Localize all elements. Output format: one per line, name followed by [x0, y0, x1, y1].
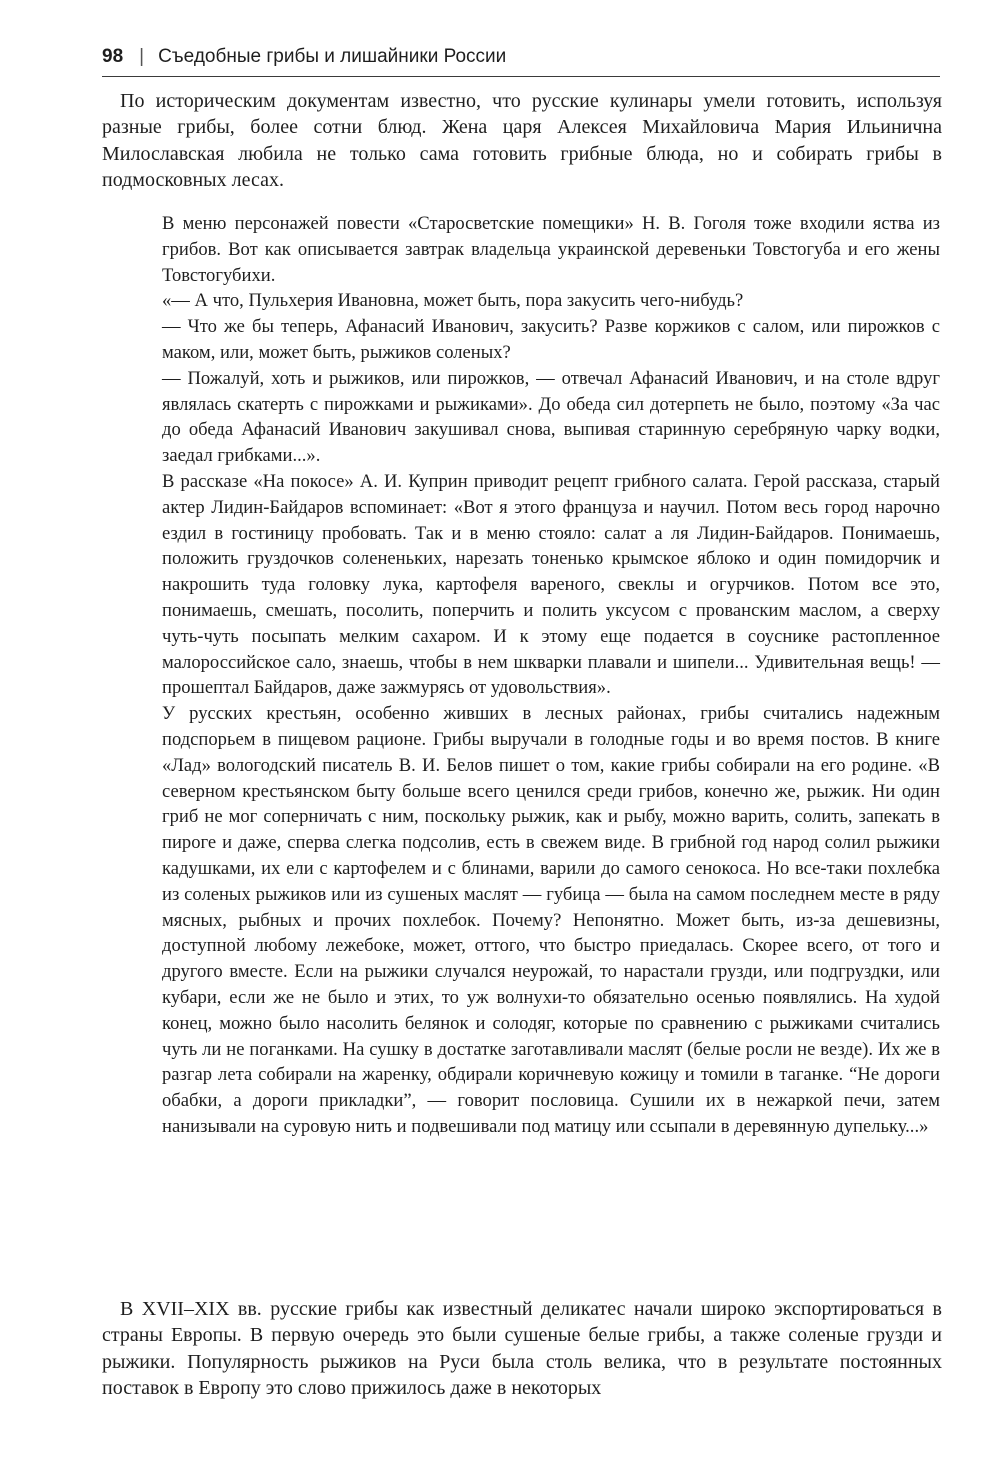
book-title: Съедобные грибы и лишайники России	[158, 46, 507, 67]
quote-paragraph-gogol-intro: В меню персонажей повести «Старосветские помещики» Н. В. Гоголя тоже входили яства из грибов. Вот как описывается завтрак владельца украинской деревеньки Товстогуба и его жены Товстогубихи.	[162, 213, 940, 286]
quote-dialogue-line: «— А что, Пульхерия Ивановна, может быть, пора закусить чего-нибудь?	[162, 290, 744, 312]
page-number: 98	[102, 46, 124, 67]
quote-paragraph-kuprin: В рассказе «На покосе» А. И. Куприн приводит рецепт грибного салата. Герой рассказа, старый актер Лидин-Байдаров вспоминает: «Вот я этого француза и научил. Потом весь город нарочно ездил в гостиницу пробовать. Так и в меню стояло: салат а ля Лидин-Байдаров. Понимаешь, положить груздочков солененьких, нарезать тоненько крымское яблоко и один помидорчик и накрошить туда головку лука, картофеля вареного, свеклы и огурчиков. Потом все это, понимаешь, смешать, посолить, поперчить и полить уксусом с прованским маслом, а сверху чуть-чуть посыпать мелким сахаром. И к этому еще подается в соуснике растопленное малороссийское сало, знаешь, чтобы в нем шкварки плавали и шипели... Удивительная вещь! — прошептал Байдаров, даже зажмурясь от удовольствия».	[162, 470, 940, 699]
quote-paragraph-belov: У русских крестьян, особенно живших в лесных районах, грибы считались надежным подспорьем в пищевом рационе. Грибы выручали в голодные годы и во время постов. В книге «Лад» вологодский писатель В. И. Белов пишет о том, какие грибы собирали на его родине. «В северном крестьянском быту больше всего ценился среди грибов, конечно же, рыжик. Ни один гриб не мог соперничать с ним, поскольку рыжик, как и рыбу, можно варить, солить, запекать в пироге и даже, сперва слегка подсолив, есть в свежем виде. В грибной год народ солил рыжики кадушками, их ели с картофелем и с блинами, варили до самого сенокоса. Но все-таки похлебка из соленых рыжиков или из сушеных маслят — губица — была на самом последнем месте в ряду мясных, рыбных и прочих похлебок. Почему? Непонятно. Может быть, из-за дешевизны, доступной любому лежебоке, может, оттого, что быстро приедалась. Скорее всего, от того и другого вместе. Если на рыжики случался неурожай, то нарастали грузди, или подгруздки, или кубари, если же не было и этих, то уж волнухи-то обязательно осенью появлялись. На худой конец, можно было насолить белянок и солодяг, которые по сравнению с рыжиками считались чуть ли не поганками. На сушку в достатке заготавливали маслят (белые росли не везде). Их же в разгар лета собирали на жаренку, обдирали коричневую кожицу и томили в таганке. “Не дороги обабки, а дороги прикладки”, — говорит пословица. Сушили их в нежаркой печи, затем нанизывали на суровую нить и подвешивали под матицу или ссыпали в деревянную дупельку...»	[162, 703, 940, 1137]
header-separator: |	[139, 46, 145, 67]
quote-dialogue-line: — Что же бы теперь, Афанасий Иванович, закусить? Разве коржиков с салом, или пирожков с маком, или, может быть, рыжиков соленых?	[162, 316, 940, 363]
running-header	[102, 40, 940, 77]
outro-paragraph: В XVII–XIX вв. русские грибы как известный деликатес начали широко экспортироваться в страны Европы. В первую очередь это были сушеные белые грибы, а также соленые грузди и рыжики. Популярность рыжиков на Руси была столь велика, что в результате постоянных поставок в Европу это слово прижилось даже в некоторых	[102, 1298, 942, 1400]
quote-block	[162, 211, 940, 1140]
intro-paragraph: По историческим документам известно, что русские кулинары умели готовить, используя разные грибы, более сотни блюд. Жена царя Алексея Михайловича Мария Ильинична Милославская любила не только сама готовить грибные блюда, но и собирать грибы в подмосковных лесах.	[102, 90, 942, 192]
quote-dialogue-line: — Пожалуй, хоть и рыжиков, или пирожков, — отвечал Афанасий Иванович, и на столе вдруг являлась скатерть с пирожками и рыжиками». До обеда сил дотерпеть не было, поэтому «За час до обеда Афанасий Иванович закушивал снова, выпивая старинную серебряную чарку водки, заедал грибками...».	[162, 367, 940, 467]
